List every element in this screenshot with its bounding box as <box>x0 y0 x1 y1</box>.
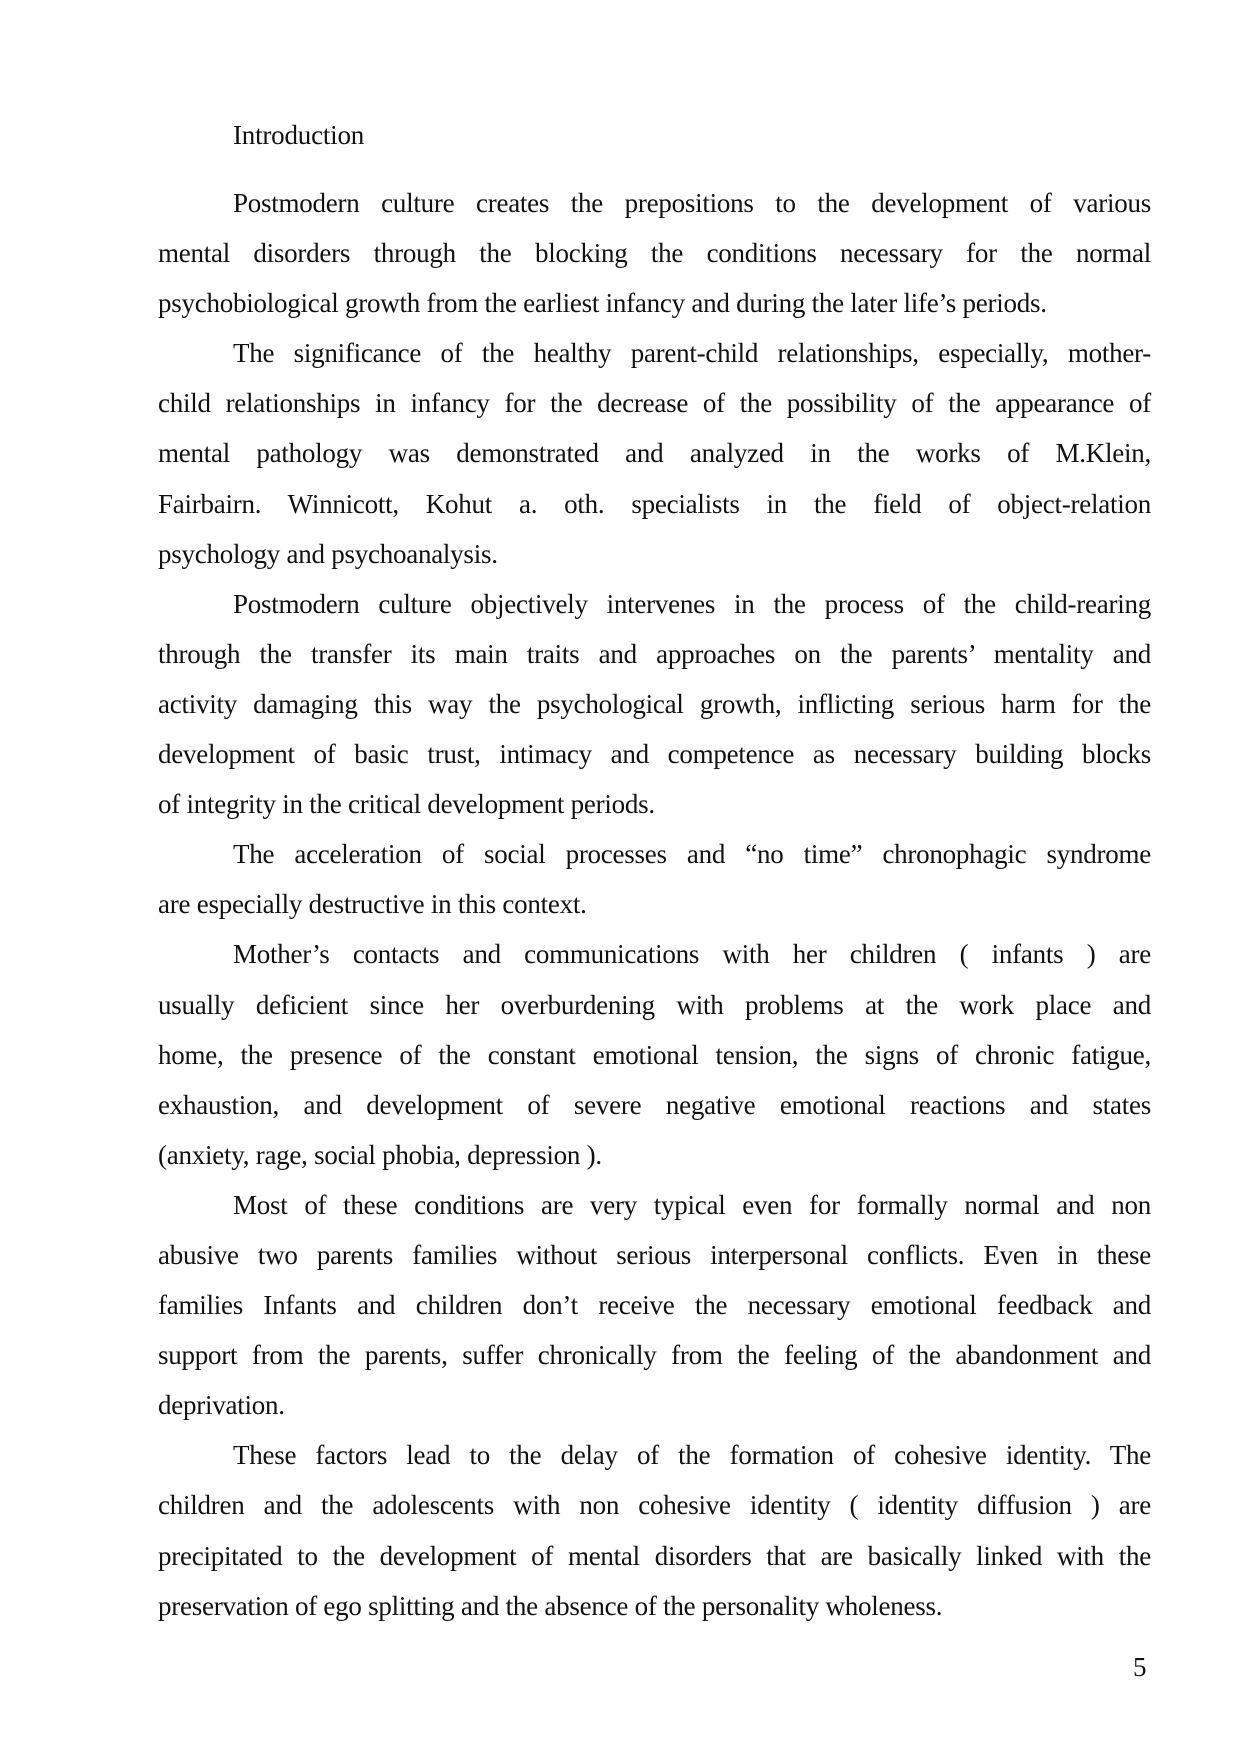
text-line: mental disorders through the blocking the conditions necessary for the normal <box>158 238 1151 269</box>
text-line: development of basic trust, intimacy and competence as necessary building blocks <box>158 739 1151 770</box>
text-line: psychology and psychoanalysis. <box>158 538 498 569</box>
document-body <box>158 178 1151 1631</box>
text-line: Postmodern culture objectively intervenes in the process of the child-rearing <box>233 588 1151 619</box>
text-line: support from the parents, suffer chronically from the feeling of the abandonment and <box>158 1340 1151 1371</box>
text-line: child relationships in infancy for the decrease of the possibility of the appearance of <box>158 388 1151 419</box>
text-line: The significance of the healthy parent-child relationships, especially, mother- <box>233 338 1151 369</box>
text-line: psychobiological growth from the earliest infancy and during the later life’s periods. <box>158 288 1047 319</box>
text-line: (anxiety, rage, social phobia, depression ). <box>158 1139 602 1170</box>
paragraph <box>158 1180 1151 1430</box>
text-line: exhaustion, and development of severe negative emotional reactions and states <box>158 1089 1151 1120</box>
text-line: deprivation. <box>158 1390 285 1421</box>
paragraph <box>158 328 1151 578</box>
paragraph <box>158 929 1151 1179</box>
text-line: The acceleration of social processes and “no time” chronophagic syndrome <box>233 839 1151 870</box>
text-line: preservation of ego splitting and the absence of the personality wholeness. <box>158 1590 943 1621</box>
text-line: Fairbairn. Winnicott, Kohut a. oth. specialists in the field of object-relation <box>158 488 1151 519</box>
paragraph <box>158 579 1151 829</box>
text-line: home, the presence of the constant emotional tension, the signs of chronic fatigue, <box>158 1039 1151 1070</box>
text-line: through the transfer its main traits and approaches on the parents’ mentality and <box>158 638 1151 669</box>
text-line: of integrity in the critical development periods. <box>158 789 655 820</box>
text-line: usually deficient since her overburdening with problems at the work place and <box>158 989 1151 1020</box>
text-line: children and the adolescents with non cohesive identity ( identity diffusion ) are <box>158 1490 1151 1521</box>
text-line: Most of these conditions are very typical even for formally normal and non <box>233 1189 1151 1220</box>
text-line: abusive two parents families without serious interpersonal conflicts. Even in these <box>158 1239 1151 1270</box>
text-line: families Infants and children don’t receive the necessary emotional feedback and <box>158 1290 1151 1321</box>
text-line: mental pathology was demonstrated and analyzed in the works of M.Klein, <box>158 438 1151 469</box>
paragraph <box>158 1430 1151 1630</box>
text-line: precipitated to the development of mental disorders that are basically linked with the <box>158 1540 1151 1571</box>
paragraph <box>158 829 1151 929</box>
text-line: These factors lead to the delay of the formation of cohesive identity. The <box>233 1440 1151 1471</box>
text-line: activity damaging this way the psychological growth, inflicting serious harm for the <box>158 688 1151 719</box>
page-number: 5 <box>1133 1652 1147 1682</box>
text-line: are especially destructive in this context. <box>158 889 587 920</box>
text-line: Mother’s contacts and communications with her children ( infants ) are <box>233 939 1151 970</box>
text-line: Postmodern culture creates the prepositions to the development of various <box>233 188 1151 218</box>
paragraph <box>158 178 1151 328</box>
section-heading: Introduction <box>233 120 365 150</box>
